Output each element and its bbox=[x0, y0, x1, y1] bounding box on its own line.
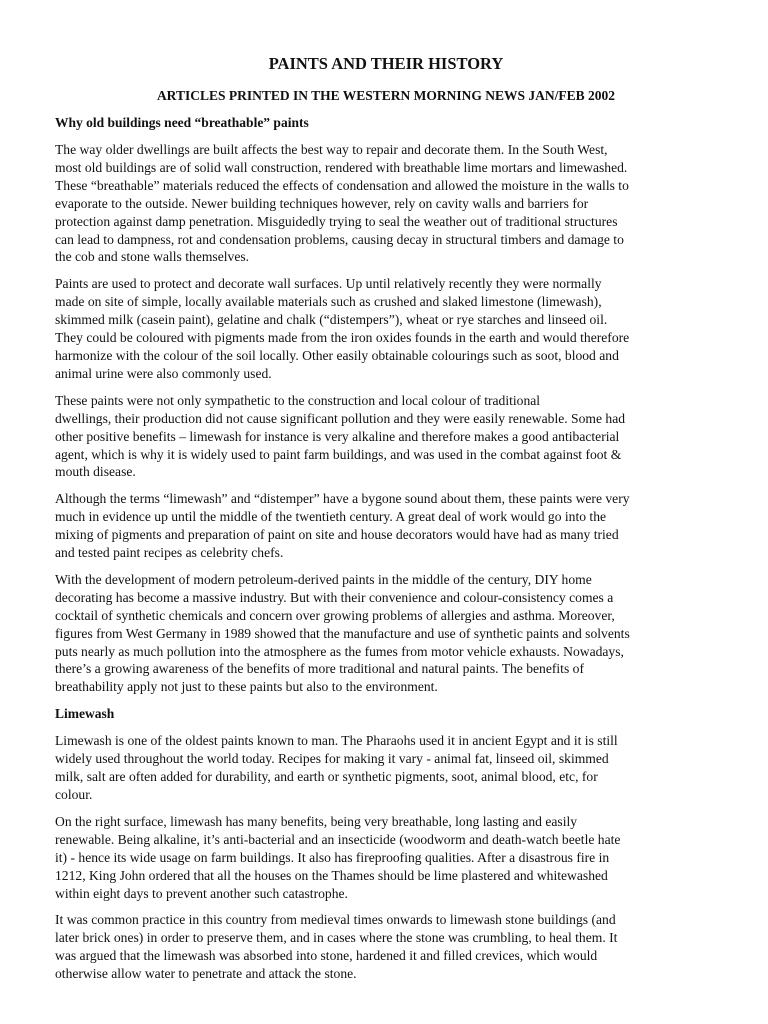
paragraph-line: was argued that the limewash was absorbed into stone, hardened it and filled crevices, which would bbox=[55, 948, 598, 964]
paragraph-line: It was common practice in this country from medieval times onwards to limewash stone buildings (and bbox=[55, 912, 616, 928]
paragraph-line: can lead to dampness, rot and condensation problems, causing decay in structural timbers and damage to bbox=[55, 231, 624, 247]
body-paragraph bbox=[55, 490, 717, 562]
document-title: PAINTS AND THEIR HISTORY bbox=[268, 54, 504, 73]
paragraph-line: breathability apply not just to these paints but also to the environment. bbox=[55, 679, 438, 695]
paragraph-line: harmonize with the colour of the soil locally. Other easily obtainable colourings such as soot, blood and bbox=[55, 347, 619, 363]
body-paragraph bbox=[55, 813, 717, 903]
paragraph-line: dwellings, their production did not cause significant pollution and they were easily renewable. Some had bbox=[55, 410, 626, 426]
section-heading: Why old buildings need “breathable” paints bbox=[55, 115, 309, 130]
paragraph-line: They could be coloured with pigments made from the iron oxides founds in the earth and would therefore bbox=[55, 330, 630, 346]
document-body bbox=[55, 114, 717, 983]
paragraph-line: Paints are used to protect and decorate wall surfaces. Up until relatively recently they were normally bbox=[55, 276, 602, 292]
paragraph-line: figures from West Germany in 1989 showed that the manufacture and use of synthetic paints and solvents bbox=[55, 625, 630, 641]
paragraph-line: Although the terms “limewash” and “distemper” have a bygone sound about them, these paints were very bbox=[55, 491, 630, 507]
paragraph-line: cocktail of synthetic chemicals and concern over growing problems of allergies and asthma. Moreover, bbox=[55, 607, 615, 623]
paragraph-line: 1212, King John ordered that all the houses on the Thames should be lime plastered and whitewashed bbox=[55, 867, 608, 883]
paragraph-line: With the development of modern petroleum-derived paints in the middle of the century, DIY home bbox=[55, 571, 592, 587]
paragraph-line: renewable. Being alkaline, it’s anti-bacterial and an insecticide (woodworm and death-watch beetle hate bbox=[55, 831, 621, 847]
body-paragraph bbox=[55, 571, 717, 696]
section-heading: Limewash bbox=[55, 706, 115, 722]
body-paragraph bbox=[55, 911, 717, 983]
paragraph-line: most old buildings are of solid wall construction, rendered with breathable lime mortars and limewashed. bbox=[55, 159, 628, 175]
paragraph-line: later brick ones) in order to preserve them, and in cases where the stone was crumbling, to heal them. It bbox=[55, 930, 618, 946]
paragraph-line: milk, salt are often added for durability, and earth or synthetic pigments, soot, animal blood, etc, for bbox=[55, 769, 598, 785]
paragraph-line: colour. bbox=[55, 787, 93, 802]
paragraph-line: mouth disease. bbox=[55, 464, 136, 480]
paragraph-line: made on site of simple, locally available materials such as crushed and slaked limestone (limewash), bbox=[55, 294, 602, 310]
body-paragraph bbox=[55, 732, 717, 804]
paragraph-line: the cob and stone walls themselves. bbox=[55, 249, 250, 265]
paragraph-line: decorating has become a massive industry. But with their convenience and colour-consistency comes a bbox=[55, 589, 614, 605]
paragraph-line: animal urine were also commonly used. bbox=[55, 365, 272, 381]
paragraph-line: skimmed milk (casein paint), gelatine and chalk (“distempers”), wheat or rye starches and linseed oil. bbox=[55, 312, 608, 328]
paragraph-line: within eight days to prevent another such catastrophe. bbox=[55, 885, 348, 901]
paragraph-line: protection against damp penetration. Misguidedly trying to seal the weather out of traditional structures bbox=[55, 213, 618, 229]
paragraph-line: there’s a growing awareness of the benefits of more traditional and natural paints. The benefits of bbox=[55, 661, 584, 677]
paragraph-line: it) - hence its wide usage on farm buildings. It also has fireproofing qualities. After a disastrous fire in bbox=[55, 849, 610, 865]
paragraph-line: and tested paint recipes as celebrity chefs. bbox=[55, 545, 284, 561]
body-paragraph bbox=[55, 275, 717, 382]
paragraph-line: evaporate to the outside. Newer building techniques however, rely on cavity walls and barriers for bbox=[55, 195, 589, 211]
body-paragraph bbox=[55, 392, 717, 482]
document-subtitle: ARTICLES PRINTED IN THE WESTERN MORNING NEWS JAN/FEB 2002 bbox=[156, 88, 616, 103]
paragraph-line: These paints were not only sympathetic to the construction and local colour of traditional bbox=[55, 392, 541, 408]
paragraph-line: much in evidence up until the middle of the twentieth century. A great deal of work would go into the bbox=[55, 509, 607, 525]
paragraph-line: other positive benefits – limewash for instance is very alkaline and therefore makes a good antibacterial bbox=[55, 428, 620, 444]
paragraph-line: These “breathable” materials reduced the effects of condensation and allowed the moisture in the walls to bbox=[55, 177, 629, 193]
paragraph-line: agent, which is why it is widely used to paint farm buildings, and was used in the combat against foot & bbox=[55, 446, 622, 462]
body-paragraph bbox=[55, 141, 717, 266]
paragraph-line: Limewash is one of the oldest paints known to man. The Pharaohs used it in ancient Egypt and it is still bbox=[55, 733, 618, 749]
paragraph-line: mixing of pigments and preparation of paint on site and house decorators would have had as many tried bbox=[55, 527, 619, 543]
document-page bbox=[55, 52, 717, 992]
paragraph-line: otherwise allow water to penetrate and attack the stone. bbox=[55, 966, 357, 982]
paragraph-line: widely used throughout the world today. Recipes for making it vary - animal fat, linseed oil, skimmed bbox=[55, 751, 609, 767]
paragraph-line: puts nearly as much pollution into the atmosphere as the fumes from motor vehicle exhausts. Nowadays, bbox=[55, 643, 624, 659]
paragraph-line: On the right surface, limewash has many benefits, being very breathable, long lasting and easily bbox=[55, 813, 578, 829]
paragraph-line: The way older dwellings are built affects the best way to repair and decorate them. In the South West, bbox=[55, 142, 608, 157]
